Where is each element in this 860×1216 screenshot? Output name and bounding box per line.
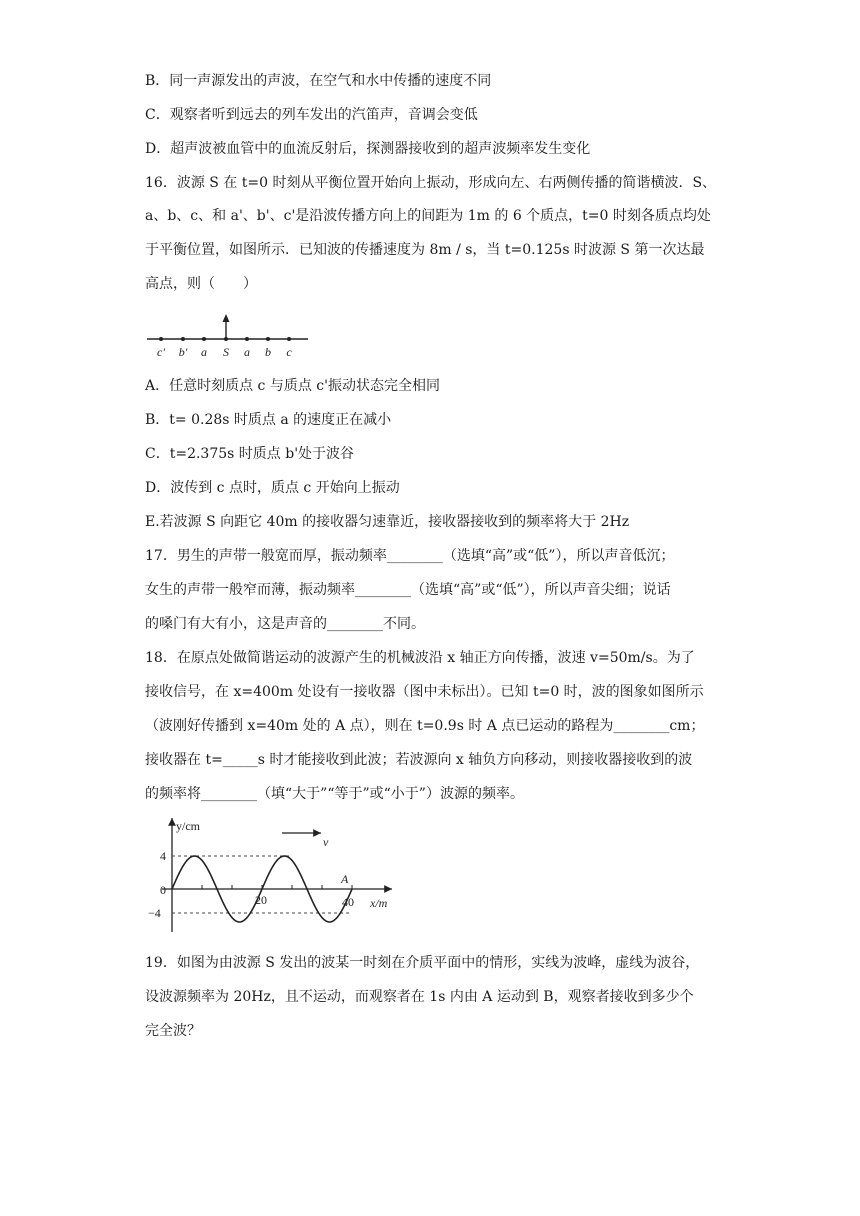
q16-stem-line-3: 于平衡位置，如图所示．已知波的传播速度为 8m / s，当 t=0.125s 时波源 S 第一次达最: [145, 242, 705, 258]
q19-line-3: 完全波？: [145, 1023, 201, 1039]
particle-a: [245, 337, 249, 341]
q17-line-3: 的嗓门有大有小，这是声音的________不同。: [145, 616, 425, 632]
q19-line-1: 19．如图为由波源 S 发出的波某一时刻在介质平面中的情形，实线为波峰，虚线为波谷，: [145, 955, 700, 971]
x-axis-label: x/m: [370, 896, 388, 910]
q16-stem-line-4: 高点，则（ ）: [145, 276, 257, 292]
q17-line-1: 17．男生的声带一般宽而厚，振动频率________（选填“高”或“低”），所以声音低沉；: [145, 548, 675, 564]
particle-a-prime: [202, 337, 206, 341]
label-s: S: [223, 345, 229, 359]
particle-c-prime: [159, 337, 163, 341]
q16-option-a: A．任意时刻质点 c 与质点 c'振动状态完全相同: [145, 378, 440, 394]
tick-label-4: 4: [160, 849, 166, 863]
tick-label-20: 20: [255, 893, 267, 907]
tick-label-0: 0: [160, 883, 166, 897]
label-c: c: [286, 345, 292, 359]
q18-line-3: （波刚好传播到 x=40m 处的 A 点），则在 t=0.9s 时 A 点已运动的路程为________cm；: [145, 718, 705, 734]
label-b: b: [265, 345, 271, 359]
label-b-prime: b': [178, 345, 188, 359]
q19-line-2: 设波源频率为 20Hz，且不运动，而观察者在 1s 内由 A 运动到 B，观察者接收到多少个: [145, 989, 694, 1005]
q16-stem-line-1: 16．波源 S 在 t=0 时刻从平衡位置开始向上振动，形成向左、右两侧传播的简谐横波．S、: [145, 175, 717, 191]
q15-option-c: C．观察者听到远去的列车发出的汽笛声，音调会变低: [145, 107, 478, 123]
arrow-head: [223, 314, 230, 322]
q16-option-d: D．波传到 c 点时，质点 c 开始向上振动: [145, 480, 400, 496]
q16-option-c: C．t=2.375s 时质点 b'处于波谷: [145, 446, 355, 462]
velocity-label: v: [323, 835, 329, 849]
y-axis-label: y/cm: [176, 819, 200, 833]
tick-label-40: 40: [342, 895, 354, 909]
label-a-prime: a: [201, 345, 207, 359]
q15-option-d: D．超声波被血管中的血流反射后，探测器接收到的超声波频率发生变化: [145, 141, 591, 157]
q17-line-2: 女生的声带一般窄而薄，振动频率________（选填“高”或“低”），所以声音尖细；说话: [145, 582, 671, 598]
q16-stem-line-2: a、b、c、和 a'、b'、c'是沿波传播方向上的间距为 1m 的 6 个质点，t=0 时刻各质点均处: [145, 208, 711, 224]
q16-option-b: B．t= 0.28s 时质点 a 的速度正在减小: [145, 412, 392, 428]
particle-c: [287, 337, 291, 341]
q18-line-4: 接收器在 t=_____s 时才能接收到此波；若波源向 x 轴负方向移动，则接收器接收到的波: [145, 752, 693, 768]
q18-line-2: 接收信号，在 x=400m 处设有一接收器（图中未标出）。已知 t=0 时，波的图象如图所示: [145, 684, 704, 700]
tick-label-neg4: −4: [148, 906, 161, 920]
q16-option-e: E.若波源 S 向距它 40m 的接收器匀速靠近，接收器接收到的频率将大于 2Hz: [145, 514, 630, 530]
particle-b-prime: [181, 337, 185, 341]
particle-b: [266, 337, 270, 341]
q18-line-5: 的频率将________（填“大于”“等于”或“小于”）波源的频率。: [145, 786, 524, 802]
point-a-label: A: [341, 872, 349, 886]
label-c-prime: c': [157, 345, 165, 359]
q16-particle-figure: [145, 312, 310, 362]
q18-line-1: 18．在原点处做简谐运动的波源产生的机械波沿 x 轴正方向传播，波速 v=50m/s。为了: [145, 650, 695, 666]
q18-wave-graph: [140, 814, 405, 936]
q15-option-b: B．同一声源发出的声波，在空气和水中传播的速度不同: [145, 73, 492, 89]
label-a: a: [244, 345, 250, 359]
